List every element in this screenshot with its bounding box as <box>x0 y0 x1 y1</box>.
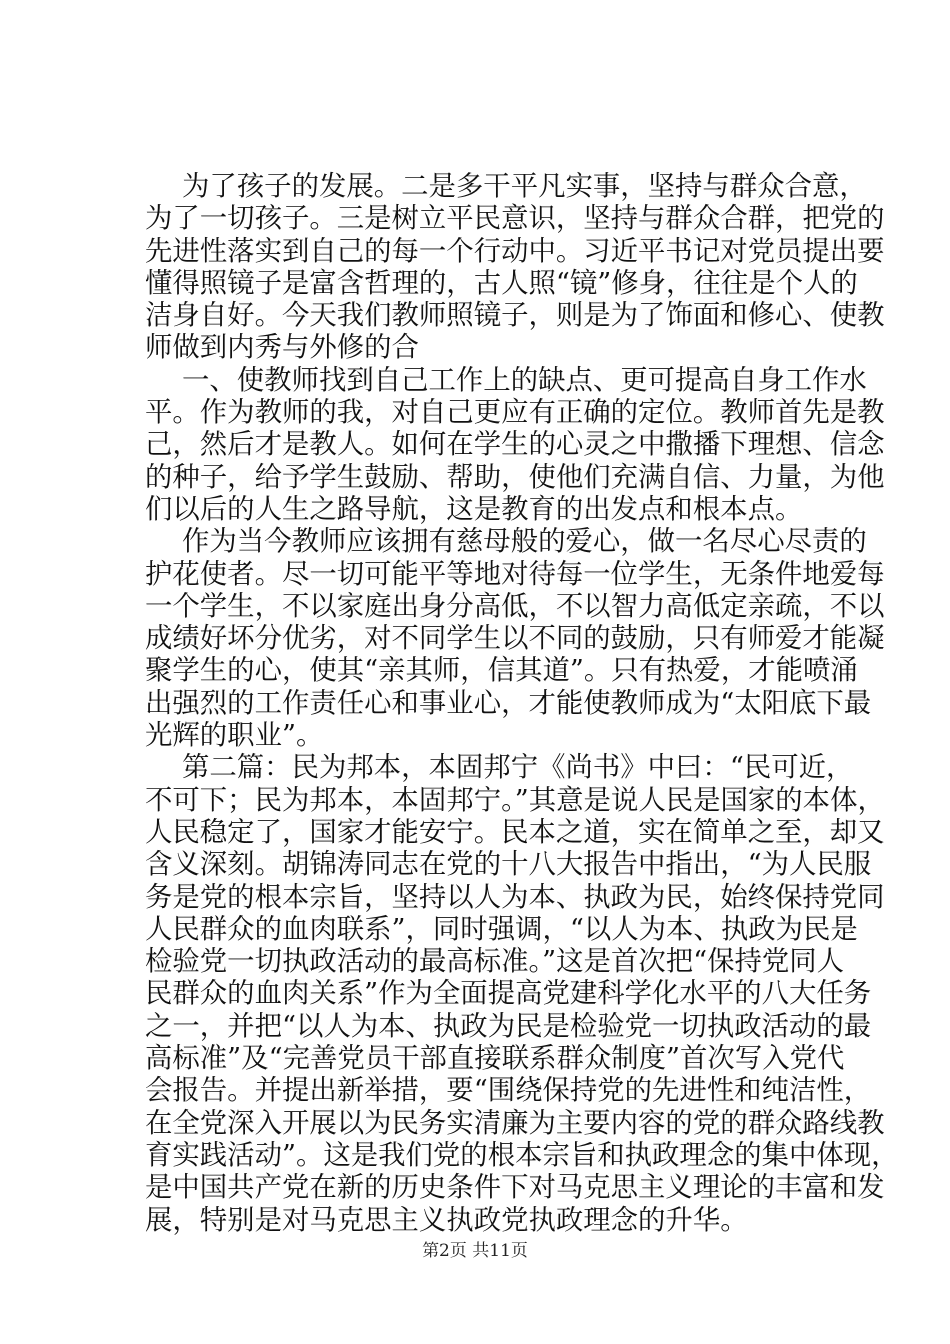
page-number-footer: 第2页 共11页 <box>422 1241 528 1261</box>
text-line: 光辉的职业”。 <box>145 720 324 752</box>
text-line: 务是党的根本宗旨，坚持以人为本、执政为民，始终保持党同 <box>145 881 885 913</box>
text-line: 护花使者。尽一切可能平等地对待每一位学生，无条件地爱每 <box>145 558 885 590</box>
text-line: 含义深刻。胡锦涛同志在党的十八大报告中指出，“为人民服 <box>145 849 872 881</box>
text-line: 高标准”及“完善党员干部直接联系群众制度”首次写入党代 <box>145 1043 845 1075</box>
text-line: 一个学生，不以家庭出身分高低，不以智力高低定亲疏，不以 <box>145 590 885 622</box>
text-line: 在全党深入开展以为民务实清廉为主要内容的党的群众路线教 <box>145 1107 885 1139</box>
text-line: 民群众的血肉关系”作为全面提高党建科学化水平的八大任务 <box>145 978 872 1010</box>
text-line: 懂得照镜子是富含哲理的，古人照“镜”修身，往往是个人的 <box>145 267 858 299</box>
text-line: 人民群众的血肉联系”，同时强调，“以人为本、执政为民是 <box>145 913 858 945</box>
text-line: 作为当今教师应该拥有慈母般的爱心，做一名尽心尽责的 <box>182 526 867 558</box>
text-line: 平。作为教师的我，对自己更应有正确的定位。教师首先是教 <box>145 397 885 429</box>
paragraph <box>145 526 885 752</box>
text-line: 为了孩子的发展。二是多干平凡实事，坚持与群众合意， <box>182 171 867 202</box>
text-line: 师做到内秀与外修的合 <box>145 332 419 364</box>
paragraph <box>145 752 899 1236</box>
text-line: 育实践活动”。这是我们党的根本宗旨和执政理念的集中体现， <box>145 1139 899 1171</box>
document-body <box>145 171 899 1237</box>
text-line: 为了一切孩子。三是树立平民意识，坚持与群众合群，把党的 <box>145 203 885 235</box>
text-line: 们以后的人生之路导航，这是教育的出发点和根本点。 <box>145 493 803 525</box>
text-line: 聚学生的心，使其“亲其师，信其道”。只有热爱，才能喷涌 <box>145 655 858 687</box>
text-line: 检验党一切执政活动的最高标准。”这是首次把“保持党同人 <box>145 946 845 978</box>
text-line: 会报告。并提出新举措，要“围绕保持党的先进性和纯洁性， <box>145 1075 872 1107</box>
text-line: 人民稳定了，国家才能安宁。民本之道，实在简单之至，却又 <box>145 816 885 848</box>
text-line: 一、使教师找到自己工作上的缺点、更可提高自身工作水 <box>182 364 867 396</box>
text-line: 第二篇：民为邦本，本固邦宁《尚书》中曰：“民可近， <box>182 752 854 784</box>
text-line: 之一，并把“以人为本、执政为民是检验党一切执政活动的最 <box>145 1010 872 1042</box>
text-line: 成绩好坏分优劣，对不同学生以不同的鼓励，只有师爱才能凝 <box>145 623 885 655</box>
text-line: 先进性落实到自己的每一个行动中。习近平书记对党员提出要 <box>145 235 885 267</box>
text-line: 展，特别是对马克思主义执政党执政理念的升华。 <box>145 1204 748 1236</box>
paragraph <box>145 171 885 365</box>
text-line: 己，然后才是教人。如何在学生的心灵之中撒播下理想、信念 <box>145 429 885 461</box>
text-line: 是中国共产党在新的历史条件下对马克思主义理论的丰富和发 <box>145 1172 885 1204</box>
text-line: 的种子，给予学生鼓励、帮助，使他们充满自信、力量，为他 <box>145 461 885 493</box>
text-line: 洁身自好。今天我们教师照镜子，则是为了饰面和修心、使教 <box>145 300 885 332</box>
paragraph <box>145 364 885 526</box>
text-line: 出强烈的工作责任心和事业心，才能使教师成为“太阳底下最 <box>145 687 872 719</box>
text-line: 不可下；民为邦本，本固邦宁。”其意是说人民是国家的本体， <box>145 784 885 816</box>
